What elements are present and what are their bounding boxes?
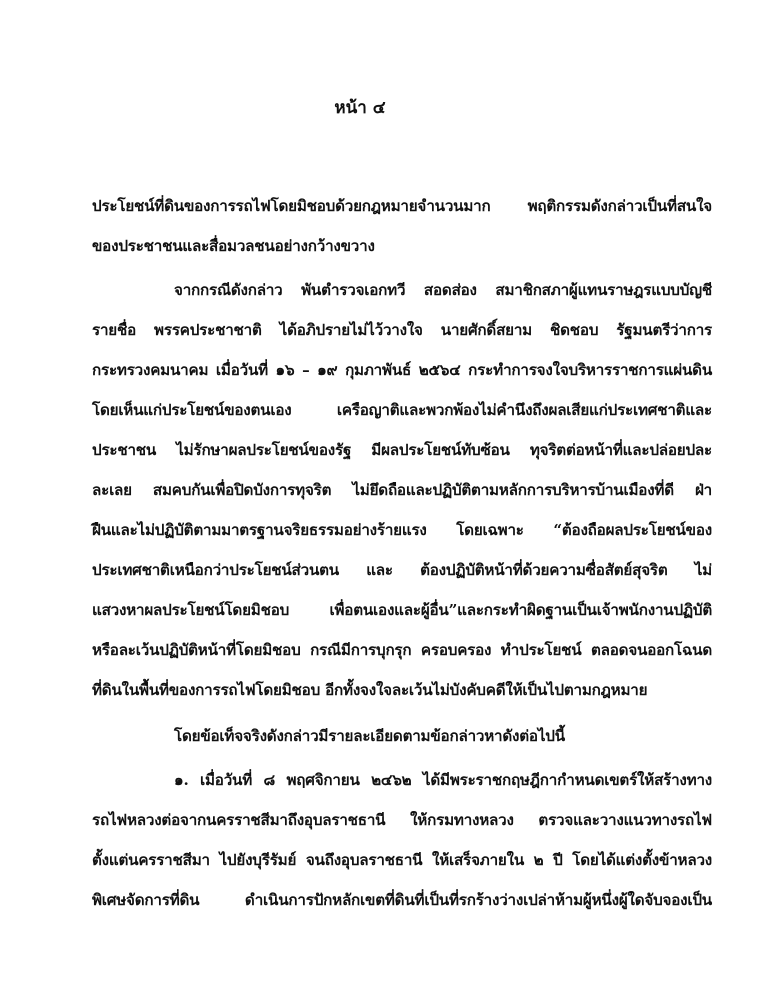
text-line: ฝืนและไม่ปฏิบัติตามมาตรฐานจริยธรรมอย่างร้ายแรง โดยเฉพาะ “ต้องถือผลประโยชน์ของ: [92, 521, 712, 539]
text-line: ๑. เมื่อวันที่ ๘ พฤศจิกายน ๒๔๖๒ ได้มีพระราชกฤษฎีกากำหนดเขตร์ให้สร้างทาง: [174, 771, 712, 789]
text-line: โดยข้อเท็จจริงดังกล่าวมีรายละเอียดตามข้อกล่าวหาดังต่อไปนี้: [174, 727, 565, 745]
text-line: แสวงหาผลประโยชน์โดยมิชอบ เพื่อตนเองและผู้อื่น”และกระทำผิดฐานเป็นเจ้าพนักงานปฏิบัติ: [92, 601, 712, 619]
text-line: จากกรณีดังกล่าว พันตำรวจเอกทวี สอดส่อง สมาชิกสภาผู้แทนราษฎรแบบบัญชี: [174, 281, 712, 299]
text-line: ที่ดินในพื้นที่ของการรถไฟโดยมิชอบ อีกทั้งจงใจละเว้นไม่บังคับคดีให้เป็นไปตามกฎหมาย: [92, 681, 648, 699]
paragraph-4-item-1: [92, 762, 712, 922]
paragraph-2-accusation: [92, 272, 712, 712]
text-line: รถไฟหลวงต่อจากนครราชสีมาถึงอุบลราชธานี ให้กรมทางหลวง ตรวจและวางแนวทางรถไฟ: [92, 811, 712, 829]
paragraph-3-facts-intro: [92, 718, 712, 758]
text-line: ของประชาชนและสื่อมวลชนอย่างกว้างขวาง: [92, 237, 375, 255]
text-line: โดยเห็นแก่ประโยชน์ของตนเอง เครือญาติและพวกพ้องไม่คำนึงถึงผลเสียแก่ประเทศชาติและ: [92, 401, 712, 419]
text-line: พิเศษจัดการที่ดิน ดำเนินการปักหลักเขตที่ดินที่เป็นที่รกร้างว่างเปล่าห้ามผู้หนึ่งผู้ใดจับจองเป็น: [92, 891, 712, 909]
text-line: หรือละเว้นปฏิบัติหน้าที่โดยมิชอบ กรณีมีการบุกรุก ครอบครอง ทำประโยชน์ ตลอดจนออกโฉนด: [92, 641, 712, 659]
text-line: ประชาชน ไม่รักษาผลประโยชน์ของรัฐ มีผลประโยชน์ทับซ้อน ทุจริตต่อหน้าที่และปล่อยปละ: [92, 441, 712, 459]
text-line: กระทรวงคมนาคม เมื่อวันที่ ๑๖ – ๑๙ กุมภาพันธ์ ๒๕๖๔ กระทำการจงใจบริหารราชการแผ่นดิน: [92, 361, 712, 379]
document-body: [92, 188, 712, 922]
text-line: ละเลย สมคบกันเพื่อปิดบังการทุจริต ไม่ยึดถือและปฏิบัติตามหลักการบริหารบ้านเมืองที่ดี ฝ่า: [92, 481, 712, 499]
text-line: ประเทศชาติเหนือกว่าประโยชน์ส่วนตน และ ต้องปฏิบัติหน้าที่ด้วยความซื่อสัตย์สุจริต ไม่: [92, 561, 712, 579]
text-line: รายชื่อ พรรคประชาชาติ ได้อภิปรายไม่ไว้วางใจ นายศักดิ์สยาม ชิดชอบ รัฐมนตรีว่าการ: [92, 321, 712, 339]
paragraph-1-continuation: [92, 188, 712, 268]
text-line: ประโยชน์ที่ดินของการรถไฟโดยมิชอบด้วยกฎหมายจำนวนมาก พฤติกรรมดังกล่าวเป็นที่สนใจ: [92, 197, 712, 215]
text-line: ตั้งแต่นครราชสีมา ไปยังบุรีรัมย์ จนถึงอุบลราชธานี ให้เสร็จภายใน ๒ ปี โดยได้แต่งตั้งข้าหลวง: [92, 851, 712, 869]
page-number-header: หน้า ๔: [334, 98, 386, 118]
